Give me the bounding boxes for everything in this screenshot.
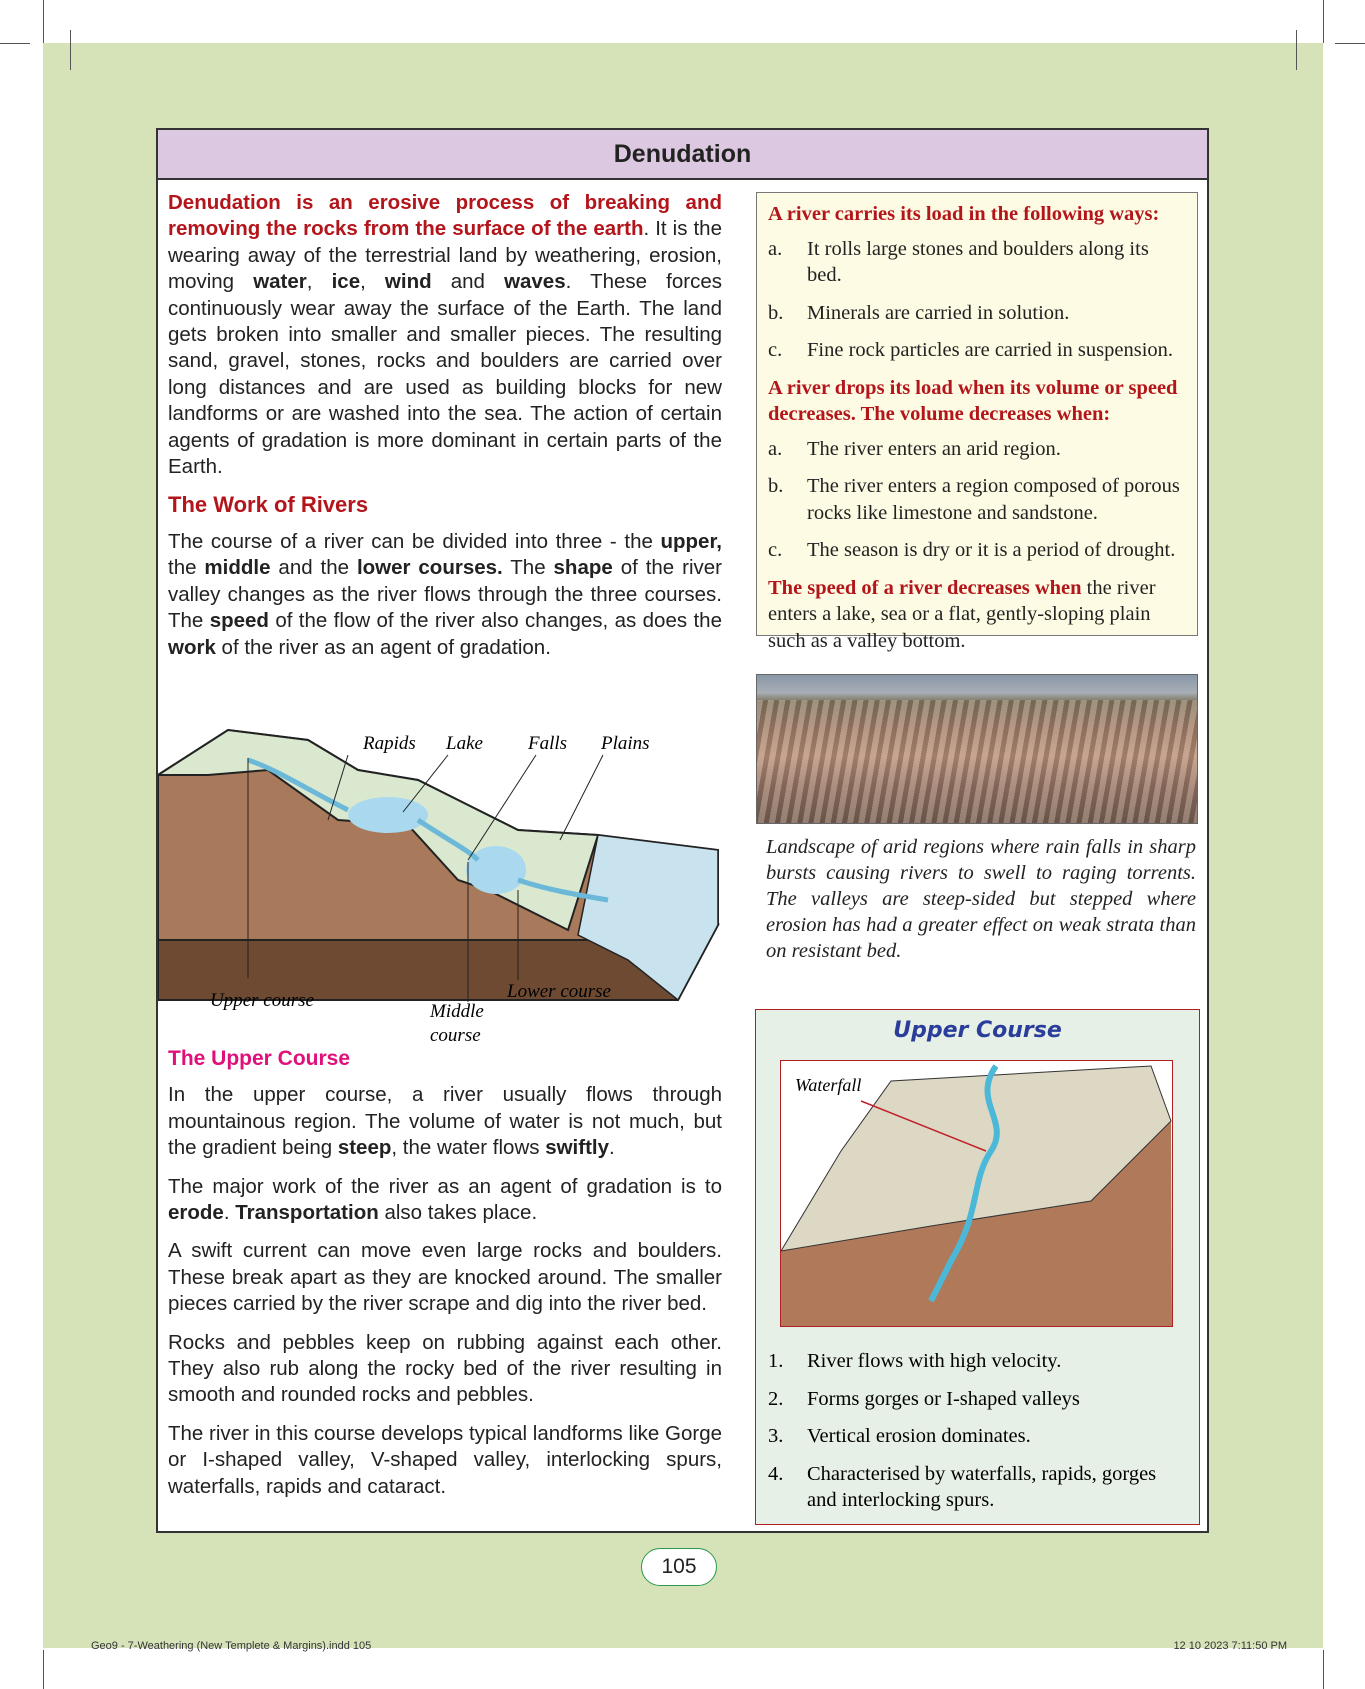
- crop-mark: [1323, 1650, 1324, 1689]
- upper-course-heading: The Upper Course: [168, 1047, 351, 1070]
- footer-date: 12 10 2023 7:11:50 PM: [1173, 1640, 1287, 1652]
- text: water: [253, 270, 307, 294]
- list-item: [768, 337, 1186, 364]
- text: shape: [553, 556, 613, 580]
- label-middle-course: Middle course: [430, 1001, 484, 1046]
- text: and: [431, 270, 505, 294]
- text: the: [168, 556, 205, 580]
- text: Transportation: [235, 1201, 379, 1225]
- box-heading: A river drops its load when its volume or speed decreases. The volume decreases when:: [768, 376, 1178, 425]
- text: swiftly: [545, 1136, 609, 1160]
- crop-mark: [43, 1650, 44, 1689]
- text: The season is dry or it is a period of drought.: [807, 539, 1176, 561]
- paragraph: [168, 1174, 722, 1227]
- marker: b.: [768, 301, 784, 324]
- waterfall-illustration: [780, 1060, 1173, 1327]
- crop-mark: [1335, 43, 1365, 44]
- text: , the water flows: [391, 1136, 546, 1160]
- intro-paragraph: [168, 190, 722, 480]
- text: In the upper course, a river usually flows through mountainous region. The volume of water is not much, but the gradient being: [168, 1083, 722, 1160]
- label-upper-course: Upper course: [210, 990, 314, 1011]
- list-item: [768, 1423, 1188, 1450]
- crop-mark: [0, 43, 30, 44]
- marker: c.: [768, 539, 783, 561]
- work-of-rivers-heading: The Work of Rivers: [168, 492, 369, 518]
- speed-text: [768, 575, 1186, 655]
- marker: c.: [768, 339, 783, 361]
- text: also takes place.: [378, 1201, 538, 1225]
- left-column: [168, 190, 722, 673]
- paragraph: A swift current can move even large rocks and boulders. These break apart as they are knocked around. The smaller pieces carried by the river scrape and dig into the river bed.: [168, 1239, 722, 1316]
- text: Vertical erosion dominates.: [807, 1425, 1031, 1447]
- definition: Denudation is an erosive process of breaking and removing the rocks from the surface of the earth: [168, 191, 722, 241]
- page-title: Denudation: [158, 130, 1207, 180]
- marker: a.: [768, 437, 783, 460]
- text: lower courses.: [356, 556, 503, 580]
- list-item: [768, 1461, 1188, 1514]
- marker: 4.: [768, 1462, 784, 1485]
- text: The course of a river can be divided into three - the: [168, 529, 661, 553]
- paragraph: [168, 1082, 722, 1161]
- text: Forms gorges or I-shaped valleys: [807, 1387, 1080, 1410]
- text: Fine rock particles are carried in suspension.: [807, 339, 1174, 361]
- photo-caption: Landscape of arid regions where rain falls in sharp bursts causing rivers to swell to raging torrents. The valleys are steep-sided but stepped where erosion has had a greater effect on weak strata than on resistant bed.: [766, 836, 1196, 962]
- marker: 2.: [768, 1387, 784, 1410]
- upper-course-box-title: Upper Course: [893, 1018, 1062, 1043]
- text: wind: [384, 270, 432, 294]
- marker: 3.: [768, 1425, 784, 1447]
- label-plains: Plains: [601, 733, 650, 754]
- text: of the river valley changes as the river flows through the three courses. The: [168, 556, 722, 633]
- marker: a.: [768, 237, 783, 260]
- text: River flows with high velocity.: [807, 1350, 1062, 1372]
- list-item: [768, 1348, 1188, 1375]
- text: . It is the wearing away of the terrestrial land by weathering, erosion, moving: [168, 217, 722, 294]
- page-number: 105: [641, 1548, 717, 1586]
- list-item: [768, 473, 1186, 526]
- text: The major work of the river as an agent of gradation is to: [168, 1174, 722, 1198]
- work-paragraph: [168, 529, 722, 661]
- text: middle: [204, 556, 271, 580]
- crop-mark: [43, 0, 44, 43]
- crop-mark: [1323, 0, 1324, 43]
- text: waves: [504, 270, 566, 294]
- text: the river enters a lake, sea or a flat, gently-sloping plain such as a valley bottom.: [768, 576, 1156, 652]
- text: The river enters an arid region.: [807, 437, 1061, 460]
- list-item: [768, 236, 1186, 289]
- label-falls: Falls: [528, 733, 568, 754]
- text: The speed of a river decreases when: [768, 576, 1082, 599]
- label-lake: Lake: [446, 733, 483, 754]
- text: work: [168, 635, 216, 659]
- text: erode: [168, 1201, 224, 1225]
- list-item: [768, 436, 1186, 463]
- marker: b.: [768, 475, 784, 497]
- text: of the river as an agent of gradation.: [215, 635, 551, 659]
- text: .: [609, 1136, 615, 1160]
- list-item: [768, 537, 1186, 564]
- text: upper,: [660, 529, 722, 553]
- text: ,: [360, 270, 385, 294]
- river-load-box: [756, 192, 1198, 652]
- list-item: [768, 300, 1186, 327]
- label-rapids: Rapids: [363, 733, 416, 754]
- text: steep: [337, 1136, 392, 1160]
- upper-course-box: [755, 1009, 1200, 1525]
- paragraph: The river in this course develops typical landforms like Gorge or I-shaped valley, V-shaped valley, interlocking spurs, waterfalls, rapids and cataract.: [168, 1421, 722, 1498]
- text: ice: [331, 270, 361, 294]
- marker: 1.: [768, 1350, 784, 1372]
- box-heading: A river carries its load in the following ways:: [768, 203, 1160, 225]
- arid-landscape-photo: [756, 674, 1198, 824]
- list-item: [768, 1386, 1188, 1413]
- text: ,: [306, 270, 332, 294]
- text: Minerals are carried in solution.: [807, 301, 1070, 324]
- text: .: [223, 1201, 236, 1225]
- paragraph: Rocks and pebbles keep on rubbing against each other. They also rub along the rocky bed of the river resulting in smooth and rounded rocks and pebbles.: [168, 1330, 722, 1407]
- crop-mark: [1296, 30, 1297, 70]
- text: The river enters a region composed of porous rocks like limestone and sandstone.: [807, 475, 1180, 524]
- text: speed: [209, 609, 269, 633]
- text: It rolls large stones and boulders along its bed.: [807, 237, 1149, 286]
- waterfall-label: Waterfall: [795, 1075, 862, 1095]
- footer-file: Geo9 - 7-Weathering (New Templete & Margins).indd 105: [91, 1640, 372, 1652]
- text: of the flow of the river also changes, as does the: [268, 609, 722, 633]
- crop-mark: [70, 30, 71, 70]
- label-lower-course: Lower course: [507, 981, 611, 1002]
- text: The: [502, 556, 554, 580]
- upper-course-list: [768, 1348, 1188, 1525]
- text: Characterised by waterfalls, rapids, gorges and interlocking spurs.: [807, 1462, 1157, 1511]
- river-course-diagram: [158, 710, 722, 1050]
- content-frame: [156, 128, 1209, 1533]
- upper-course-section: [168, 1046, 722, 1512]
- text: . These forces continuously wear away the surface of the Earth. The land gets broken into smaller and smaller pieces. The resulting sand, gravel, stones, rocks and boulders are carried over long distances and are used as building blocks for new landforms or are washed into the sea. The action of certain agents of gradation is more dominant in certain parts of the Earth.: [168, 270, 722, 479]
- text: and the: [270, 556, 357, 580]
